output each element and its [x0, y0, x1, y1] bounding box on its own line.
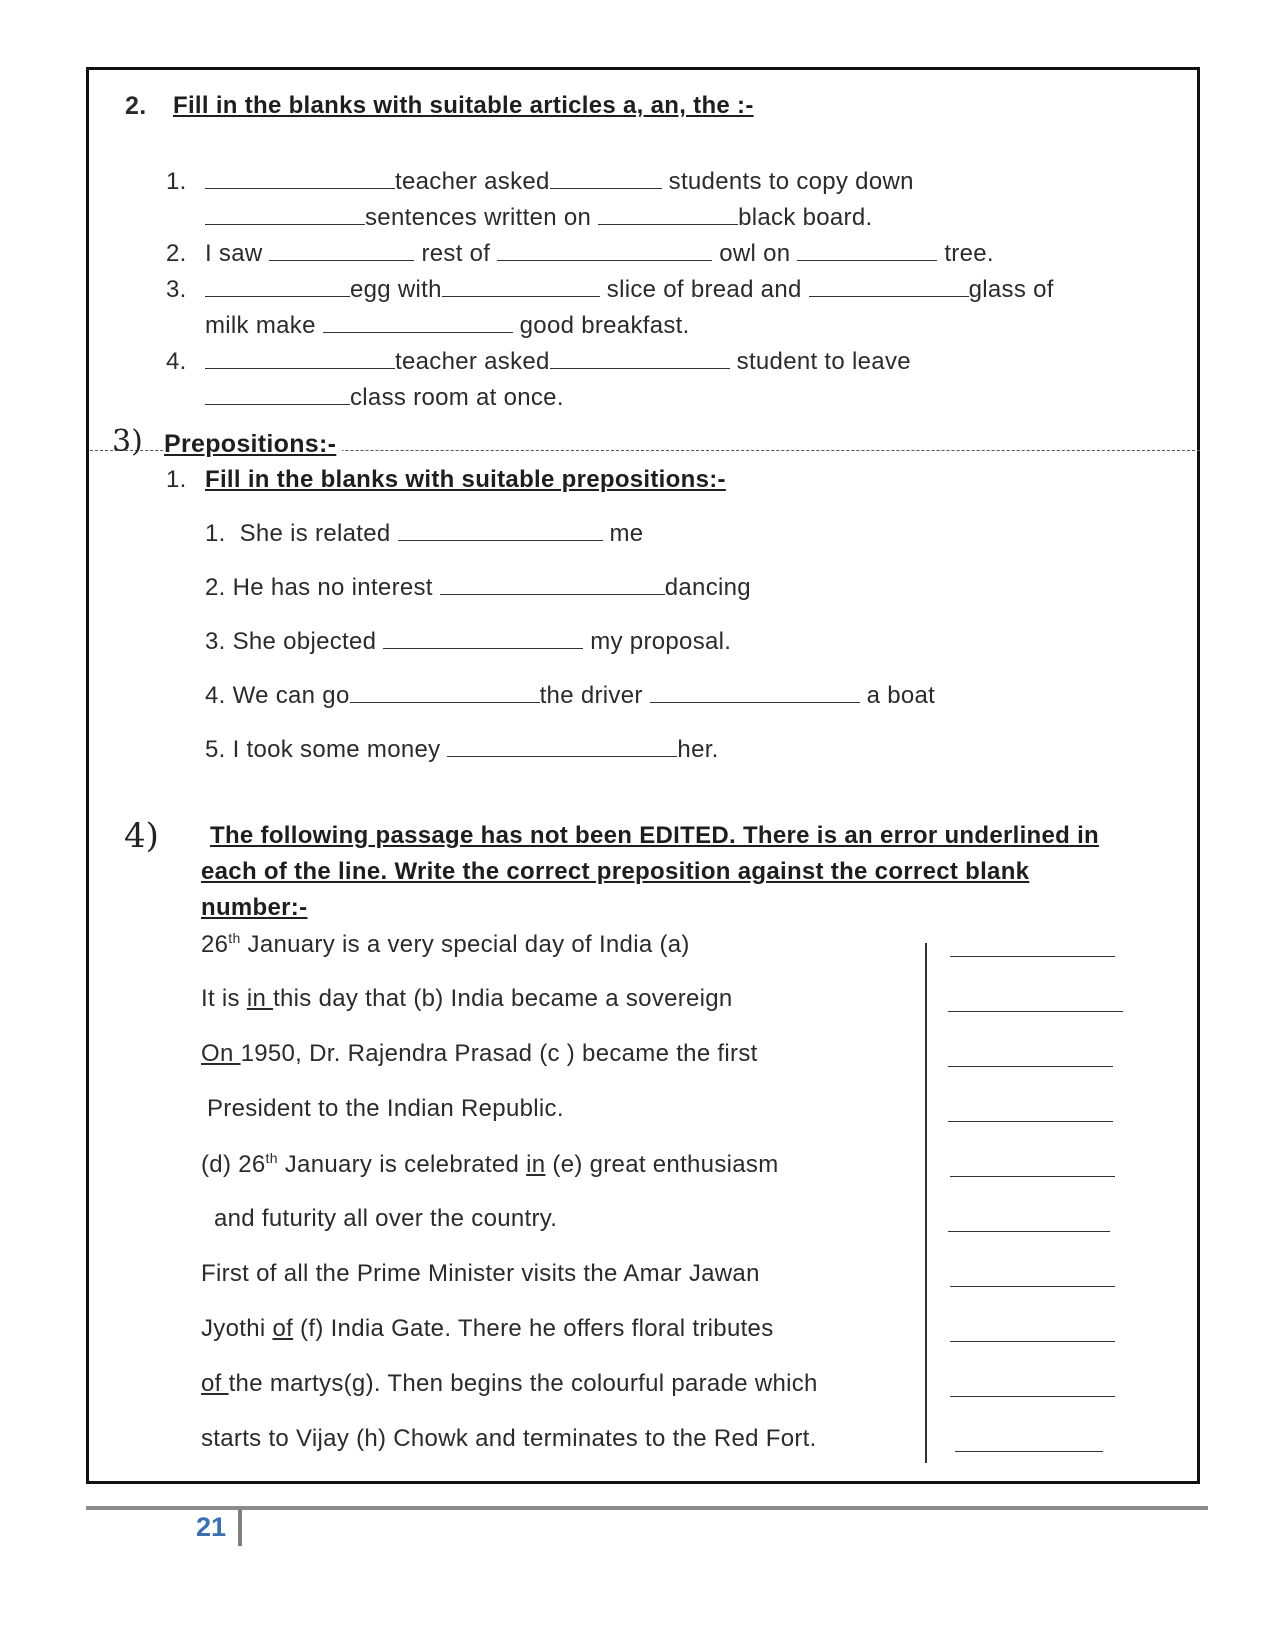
answer-blank[interactable]	[598, 204, 738, 225]
answer-blank[interactable]	[323, 312, 513, 333]
answer-line-g[interactable]	[950, 1396, 1115, 1397]
answer-line-h[interactable]	[955, 1451, 1103, 1452]
section4-heading-line2: each of the line. Write the correct preposition against the correct blank	[201, 858, 1030, 885]
passage-line-f: Jyothi of (f) India Gate. There he offers floral tributes	[201, 1315, 774, 1342]
passage-line-h: starts to Vijay (h) Chowk and terminates to the Red Fort.	[201, 1425, 817, 1452]
s2-item4-line2: class room at once.	[205, 384, 564, 412]
answer-blank[interactable]	[398, 520, 603, 541]
s2-item3-num: 3.	[166, 276, 187, 303]
answer-blank[interactable]	[205, 168, 395, 189]
answer-blank[interactable]	[497, 240, 712, 261]
section3-sub-heading: Fill in the blanks with suitable prepositions:-	[205, 466, 726, 493]
answer-line-a[interactable]	[950, 956, 1115, 957]
passage-line-g: of the martys(g). Then begins the colourful parade which	[201, 1370, 818, 1397]
answer-blank[interactable]	[550, 348, 730, 369]
page-number: 21	[196, 1512, 227, 1542]
answer-blank[interactable]	[442, 276, 600, 297]
answer-column-divider	[925, 943, 927, 1463]
answer-blank[interactable]	[440, 574, 665, 595]
answer-line-e2[interactable]	[950, 1286, 1115, 1287]
answer-blank[interactable]	[550, 168, 662, 189]
answer-line-b[interactable]	[948, 1011, 1123, 1012]
answer-line-f[interactable]	[950, 1341, 1115, 1342]
section3-heading: Prepositions:-	[164, 430, 342, 459]
answer-blank[interactable]	[205, 384, 350, 405]
s3-item4: 4. We can go the driver a boat	[205, 682, 936, 709]
answer-blank[interactable]	[350, 682, 540, 703]
s2-item3-line1: egg with slice of bread and glass of	[205, 276, 1054, 304]
answer-blank[interactable]	[205, 204, 365, 225]
s3-item5: 5. I took some money her.	[205, 736, 719, 763]
section3-sub-number: 1.	[166, 466, 187, 493]
answer-blank[interactable]	[269, 240, 414, 261]
section3-number: 3)	[112, 424, 143, 459]
passage-line-c2: President to the Indian Republic.	[207, 1095, 564, 1122]
passage-line-f1: First of all the Prime Minister visits the Amar Jawan	[201, 1260, 760, 1287]
s3-item2: 2. He has no interest dancing	[205, 574, 751, 601]
answer-blank[interactable]	[809, 276, 969, 297]
passage-line-a: 26th January is a very special day of India (a)	[201, 930, 690, 958]
answer-blank[interactable]	[205, 348, 395, 369]
passage-line-b: It is in this day that (b) India became a sovereign	[201, 985, 733, 1012]
s2-item1-line1: teacher asked students to copy down	[205, 168, 914, 196]
s2-item4-line1: teacher asked student to leave	[205, 348, 911, 376]
answer-line-e[interactable]	[948, 1231, 1110, 1232]
answer-blank[interactable]	[797, 240, 937, 261]
passage-line-e2: and futurity all over the country.	[214, 1205, 558, 1232]
s2-item1-num: 1.	[166, 168, 187, 195]
s3-item3: 3. She objected my proposal.	[205, 628, 732, 655]
section4-number: 4)	[124, 816, 159, 856]
s2-item4-num: 4.	[166, 348, 187, 375]
s3-item1: 1. She is related me	[205, 520, 644, 547]
answer-line-d[interactable]	[950, 1176, 1115, 1177]
section4-heading-line1: The following passage has not been EDITED. There is an error underlined in	[210, 822, 1100, 849]
page-number-bar	[238, 1510, 242, 1546]
s2-item3-line2: milk make good breakfast.	[205, 312, 690, 339]
s2-item2-line: I saw rest of owl on tree.	[205, 240, 994, 267]
answer-blank[interactable]	[650, 682, 860, 703]
answer-line-c2[interactable]	[948, 1121, 1113, 1122]
footer-rule	[86, 1506, 1208, 1510]
passage-line-c: On 1950, Dr. Rajendra Prasad (c ) became the first	[201, 1040, 758, 1067]
answer-blank[interactable]	[447, 736, 677, 757]
s2-item1-line2: sentences written on black board.	[205, 204, 872, 232]
answer-blank[interactable]	[383, 628, 583, 649]
answer-blank[interactable]	[205, 276, 350, 297]
answer-line-c[interactable]	[948, 1066, 1113, 1067]
section2-number: 2.	[125, 92, 147, 120]
passage-line-d-e: (d) 26th January is celebrated in (e) great enthusiasm	[201, 1150, 779, 1178]
section2-heading: Fill in the blanks with suitable articles a, an, the :-	[173, 92, 754, 119]
s2-item2-num: 2.	[166, 240, 187, 267]
section4-heading-line3: number:-	[201, 894, 308, 921]
